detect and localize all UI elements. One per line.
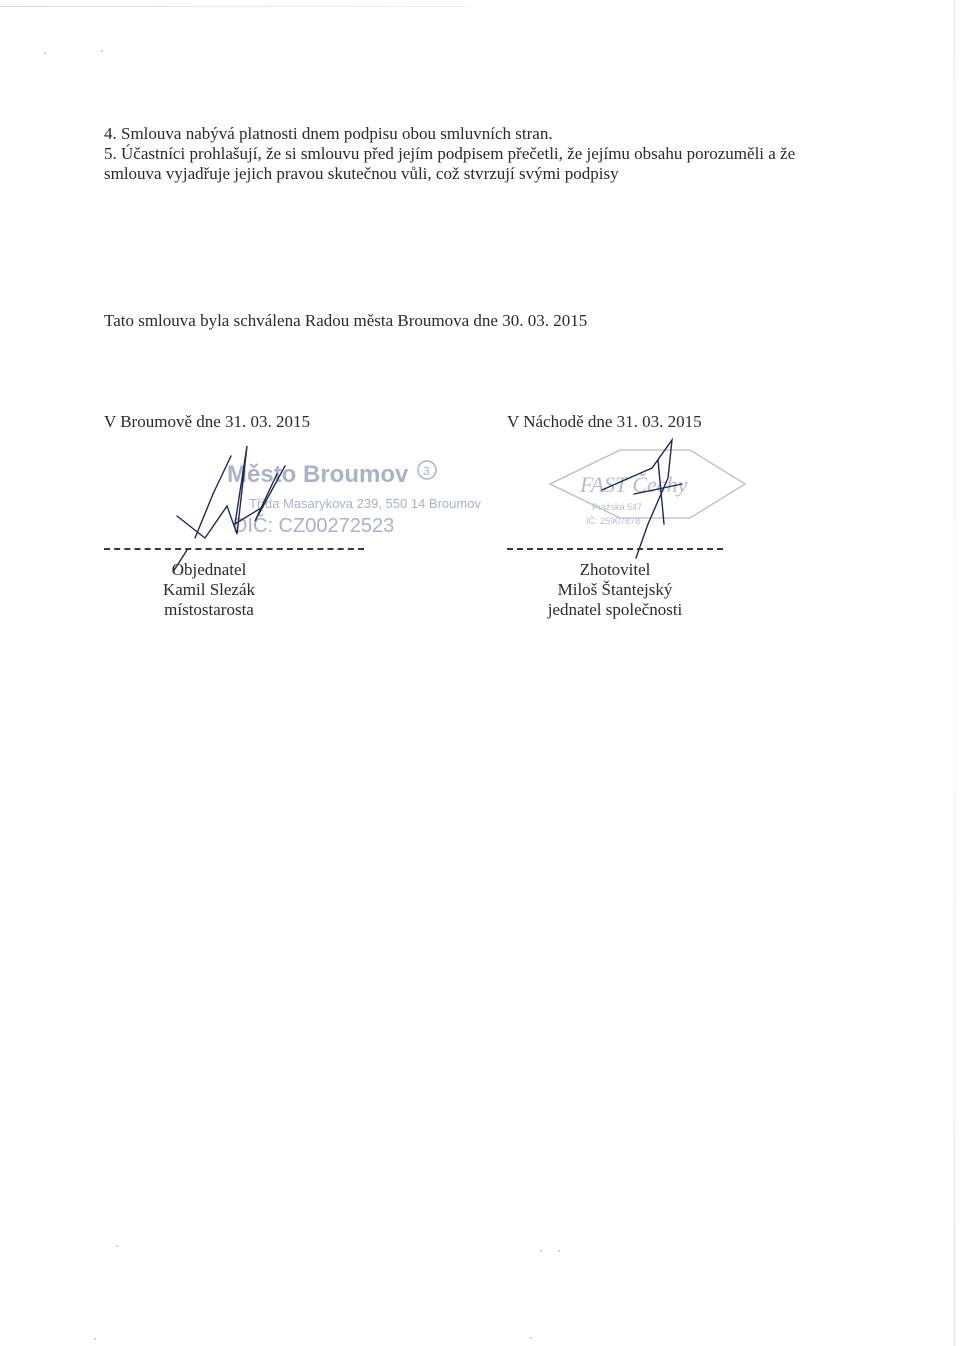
scan-speck <box>101 50 103 52</box>
scan-speck <box>94 1338 96 1340</box>
contractor-signatory-name: Miloš Štantejský <box>557 580 673 599</box>
client-signature-block <box>104 560 314 620</box>
fast-cechy-stamp-signature <box>540 432 750 572</box>
stamp-text-line2: Třída Masarykova 239, 550 14 Broumov <box>249 496 481 511</box>
signature-stantejsky <box>602 440 682 558</box>
scan-artifact-line <box>0 6 470 7</box>
clause-5: 5. Účastníci prohlašují, že si smlouvu před jejím podpisem přečetli, že jejímu obsahu porozuměli a že smlouva vyjadřuje jejich pravou skutečnou vůli, což stvrzují svými podpisy <box>104 144 796 183</box>
stamp-number: 3 <box>423 464 430 478</box>
stamp-text-line1: Město Broumov <box>227 461 409 488</box>
client-signatory-title: místostarosta <box>164 600 254 619</box>
contractor-signature-block <box>507 560 723 620</box>
contractor-signatory-title: jednatel společnosti <box>547 600 683 619</box>
client-signatory-name: Kamil Slezák <box>162 580 256 599</box>
scan-speck <box>44 52 46 54</box>
scan-artifact-edge <box>953 0 956 1346</box>
left-signature-line <box>104 548 364 550</box>
contractor-role: Zhotovitel <box>579 560 651 579</box>
stamp-company-name: FAST Čechy <box>580 472 688 497</box>
final-clauses <box>104 124 844 184</box>
stamp-address: Pražská 547 <box>592 502 643 512</box>
broumov-stamp-signature <box>165 446 481 576</box>
scan-speck <box>540 1250 542 1252</box>
right-signature-line <box>507 548 723 550</box>
scan-speck <box>558 1250 560 1252</box>
scan-speck <box>530 1337 532 1339</box>
left-place-date: V Broumově dne 31. 03. 2015 <box>104 412 311 431</box>
scan-speck <box>116 1245 118 1247</box>
stamp-text-line3: DIČ: CZ00272523 <box>233 515 395 537</box>
clause-4: 4. Smlouva nabývá platnosti dnem podpisu obou smluvních stran. <box>104 124 553 143</box>
client-role: Objednatel <box>171 560 247 579</box>
right-place-date: V Náchodě dne 31. 03. 2015 <box>507 412 702 431</box>
stamp-ico: IČ: 25907878 <box>586 516 641 526</box>
council-approval-note: Tato smlouva byla schválena Radou města Broumova dne 30. 03. 2015 <box>104 311 588 330</box>
